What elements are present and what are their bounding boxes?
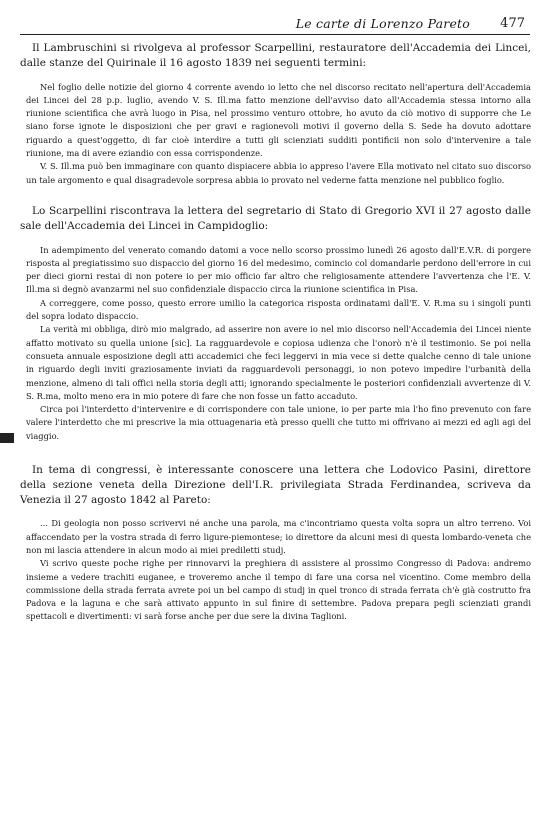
section-2-quote-2: A correggere, come posso, questo errore umilio la categorica risposta ordinatami dall'E. V. R.ma su i singoli punti del sopra lodato dispaccio. xyxy=(26,297,531,322)
section-2-quote-1: In adempimento del venerato comando datomi a voce nello scorso prossimo lunedì 26 agosto dall'E.V.R. di porgere risposta al pregiatissimo suo dispaccio del giorno 16 del medesimo, comincio col domandarle perdono dell'errore in cui per dieci giorni restai di non potere io per mio officio far altro che religiosamente attendere l'avvertenza che l'E. V. Ill.ma si degnò avanzarmi nel suo confidenziale dispaccio circa la riunione scientifica in Pisa. xyxy=(26,244,531,295)
section-3-intro: In tema di congressi, è interessante conoscere una lettera che Lodovico Pasini, direttore della sezione veneta della Direzione dell'I.R. privilegiata Strada Ferdinandea, scriveva da Venezia il 27 agosto 1842 al Pareto: xyxy=(20,464,531,506)
section-1-quote-2: V. S. Ill.ma può ben immaginare con quanto dispiacere abbia io appreso l'avere Ella motivato nel citato suo discorso un tale argomento e qual disagradevole sorpresa abbia io provato nel vederne fatta menzione nel pubblico foglio. xyxy=(26,161,531,185)
running-title: Le carte di Lorenzo Pareto xyxy=(295,16,470,31)
page-number: 477 xyxy=(500,16,525,31)
section-2-quote-3: La verità mi obbliga, dirò mio malgrado, ad asserire non avere io nel mio discorso nell'Accademia dei Lincei niente affatto motivato su quella unione [sic]. La ragguardevole e copiosa udienza che l'onorò n'è il testimonio. Se poi nella consueta annuale esposizione degli atti accademici che feci leggervi in mia vece si dette qualche cenno di tale unione in riguardo degli inviti graziosamente inviati da ragguardevoli personaggi, io non potevo impedire l'urbanità della menzione, almeno di tali offici nella storia degli atti; ignorando specialmente le posteriori confidenziali avvertenze di V. S. R.ma, molto meno era in mio potere di fare che non fosse un fatto accaduto. xyxy=(26,324,531,401)
margin-mark xyxy=(0,433,14,443)
section-1-quote-1: Nel foglio delle notizie del giorno 4 corrente avendo io letto che nel discorso recitato nell'apertura dell'Accademia dei Lincei del 28 p.p. luglio, avendo V. S. Ill.ma fatto menzione dell'avviso dato all'Accademia stessa intorno alla riunione scientifica che avrà luogo in Pisa, nel prossimo venturo ottobre, ho avuto da ciò motivo di supporre che Le siano forse ignote le disposizioni che per gravi e ragionevoli motivi il governo della S. Sede ha dovuto adottare riguardo a quest'oggetto, di far cioè interdire a tutti gli scienziati sudditi pontificii non solo d'intervenire a tale riunione, ma di avere eziandio con essa corrispondenze. xyxy=(26,81,531,159)
page-header xyxy=(20,8,530,35)
section-2-quote-4: Circa poi l'interdetto d'intervenire e di corrispondere con tale unione, io per parte mia l'ho fino prevenuto con fare valere l'interdetto che mi prescrive la mia ottuagenaria età presso quelli che tutto mi offrivano ai mezzi ed agli agi del viaggio. xyxy=(26,404,531,441)
page-body xyxy=(20,41,531,624)
section-2-intro: Lo Scarpellini riscontrava la lettera del segretario di Stato di Gregorio XVI il 27 agosto dalle sale dell'Accademia dei Lincei in Campidoglio: xyxy=(20,204,531,232)
section-1-intro: Il Lambruschini si rivolgeva al professor Scarpellini, restauratore dell'Accademia dei Lincei, dalle stanze del Quirinale il 16 agosto 1839 nei seguenti termini: xyxy=(20,42,531,69)
section-3-quote-1: ... Di geologia non posso scrivervi né anche una parola, ma c'incontriamo questa volta sopra un altro terreno. Voi affaccendato per la vostra strada di ferro ligure-piemontese; io direttore da alcuni mesi di questa lombardo-veneta che non mi lascia attendere in alcun modo ai miei prediletti studj. xyxy=(26,518,531,555)
section-3-quote-2: Vi scrivo queste poche righe per rinnovarvi la preghiera di assistere al prossimo Congresso di Padova: andremo insieme a vedere trachiti euganee, e troveremo anche il tempo di fare una corsa nel vicentino. Come membro della commissione della strada ferrata avrete poi un bel campo di studj in quel tronco di strada ferrata ch'è già costrutto fra Padova e la laguna e che sarà attivato appunto in sul finire di settembre. Padova prepara pegli scienziati grandi spettacoli e divertimenti: vi sarà forse anche per due sere la divina Taglioni. xyxy=(26,558,531,622)
